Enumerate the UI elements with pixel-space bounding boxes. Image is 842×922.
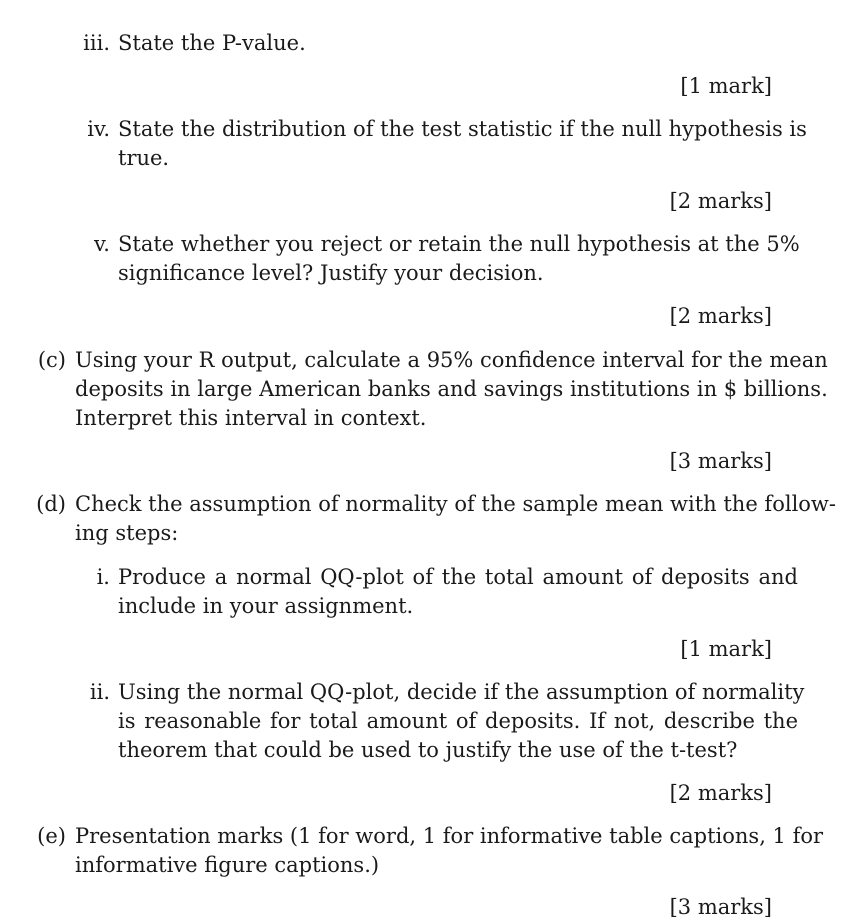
marks-ii: [2 marks] <box>669 781 772 805</box>
item-label-e: (e) <box>37 824 66 848</box>
marks-e: [3 marks] <box>669 895 772 919</box>
item-label-i: i. <box>96 565 110 589</box>
marks-v: [2 marks] <box>669 304 772 328</box>
marks-iii: [1 mark] <box>680 74 772 98</box>
item-text-c-line-3: Interpret this interval in context. <box>75 406 427 430</box>
marks-iv: [2 marks] <box>669 189 772 213</box>
item-text-d-line-2: ing steps: <box>75 521 179 545</box>
item-text-e-line-1: Presentation marks (1 for word, 1 for informative table captions, 1 for <box>75 824 824 848</box>
item-label-iii: iii. <box>83 31 110 55</box>
item-label-c: (c) <box>37 348 66 372</box>
item-text-iv-line-2: true. <box>118 146 170 170</box>
item-text-v-line-2: significance level? Justify your decision. <box>118 261 544 285</box>
item-text-c-line-2: deposits in large American banks and savings institutions in $ billions. <box>75 377 828 401</box>
item-text-ii-line-3: theorem that could be used to justify the use of the t-test? <box>118 738 738 762</box>
marks-i: [1 mark] <box>680 637 772 661</box>
item-text-c-line-1: Using your R output, calculate a 95% confidence interval for the mean <box>75 348 828 372</box>
item-text-ii-line-2: is reasonable for total amount of deposits. If not, describe the <box>118 709 798 733</box>
item-label-v: v. <box>93 232 110 256</box>
item-text-iii-line-1: State the P-value. <box>118 31 306 55</box>
item-text-v-line-1: State whether you reject or retain the null hypothesis at the 5% <box>118 232 800 256</box>
item-text-iv-line-1: State the distribution of the test statistic if the null hypothesis is <box>118 117 807 141</box>
item-text-ii-line-1: Using the normal QQ-plot, decide if the assumption of normality <box>118 680 805 704</box>
item-text-e-line-2: informative figure captions.) <box>75 853 380 877</box>
item-text-i-line-2: include in your assignment. <box>118 594 414 618</box>
marks-c: [3 marks] <box>669 449 772 473</box>
item-text-d-line-1: Check the assumption of normality of the sample mean with the follow- <box>75 492 836 516</box>
item-text-i-line-1: Produce a normal QQ-plot of the total amount of deposits and <box>118 565 798 589</box>
item-label-iv: iv. <box>87 117 110 141</box>
item-label-d: (d) <box>36 492 66 516</box>
item-label-ii: ii. <box>89 680 110 704</box>
